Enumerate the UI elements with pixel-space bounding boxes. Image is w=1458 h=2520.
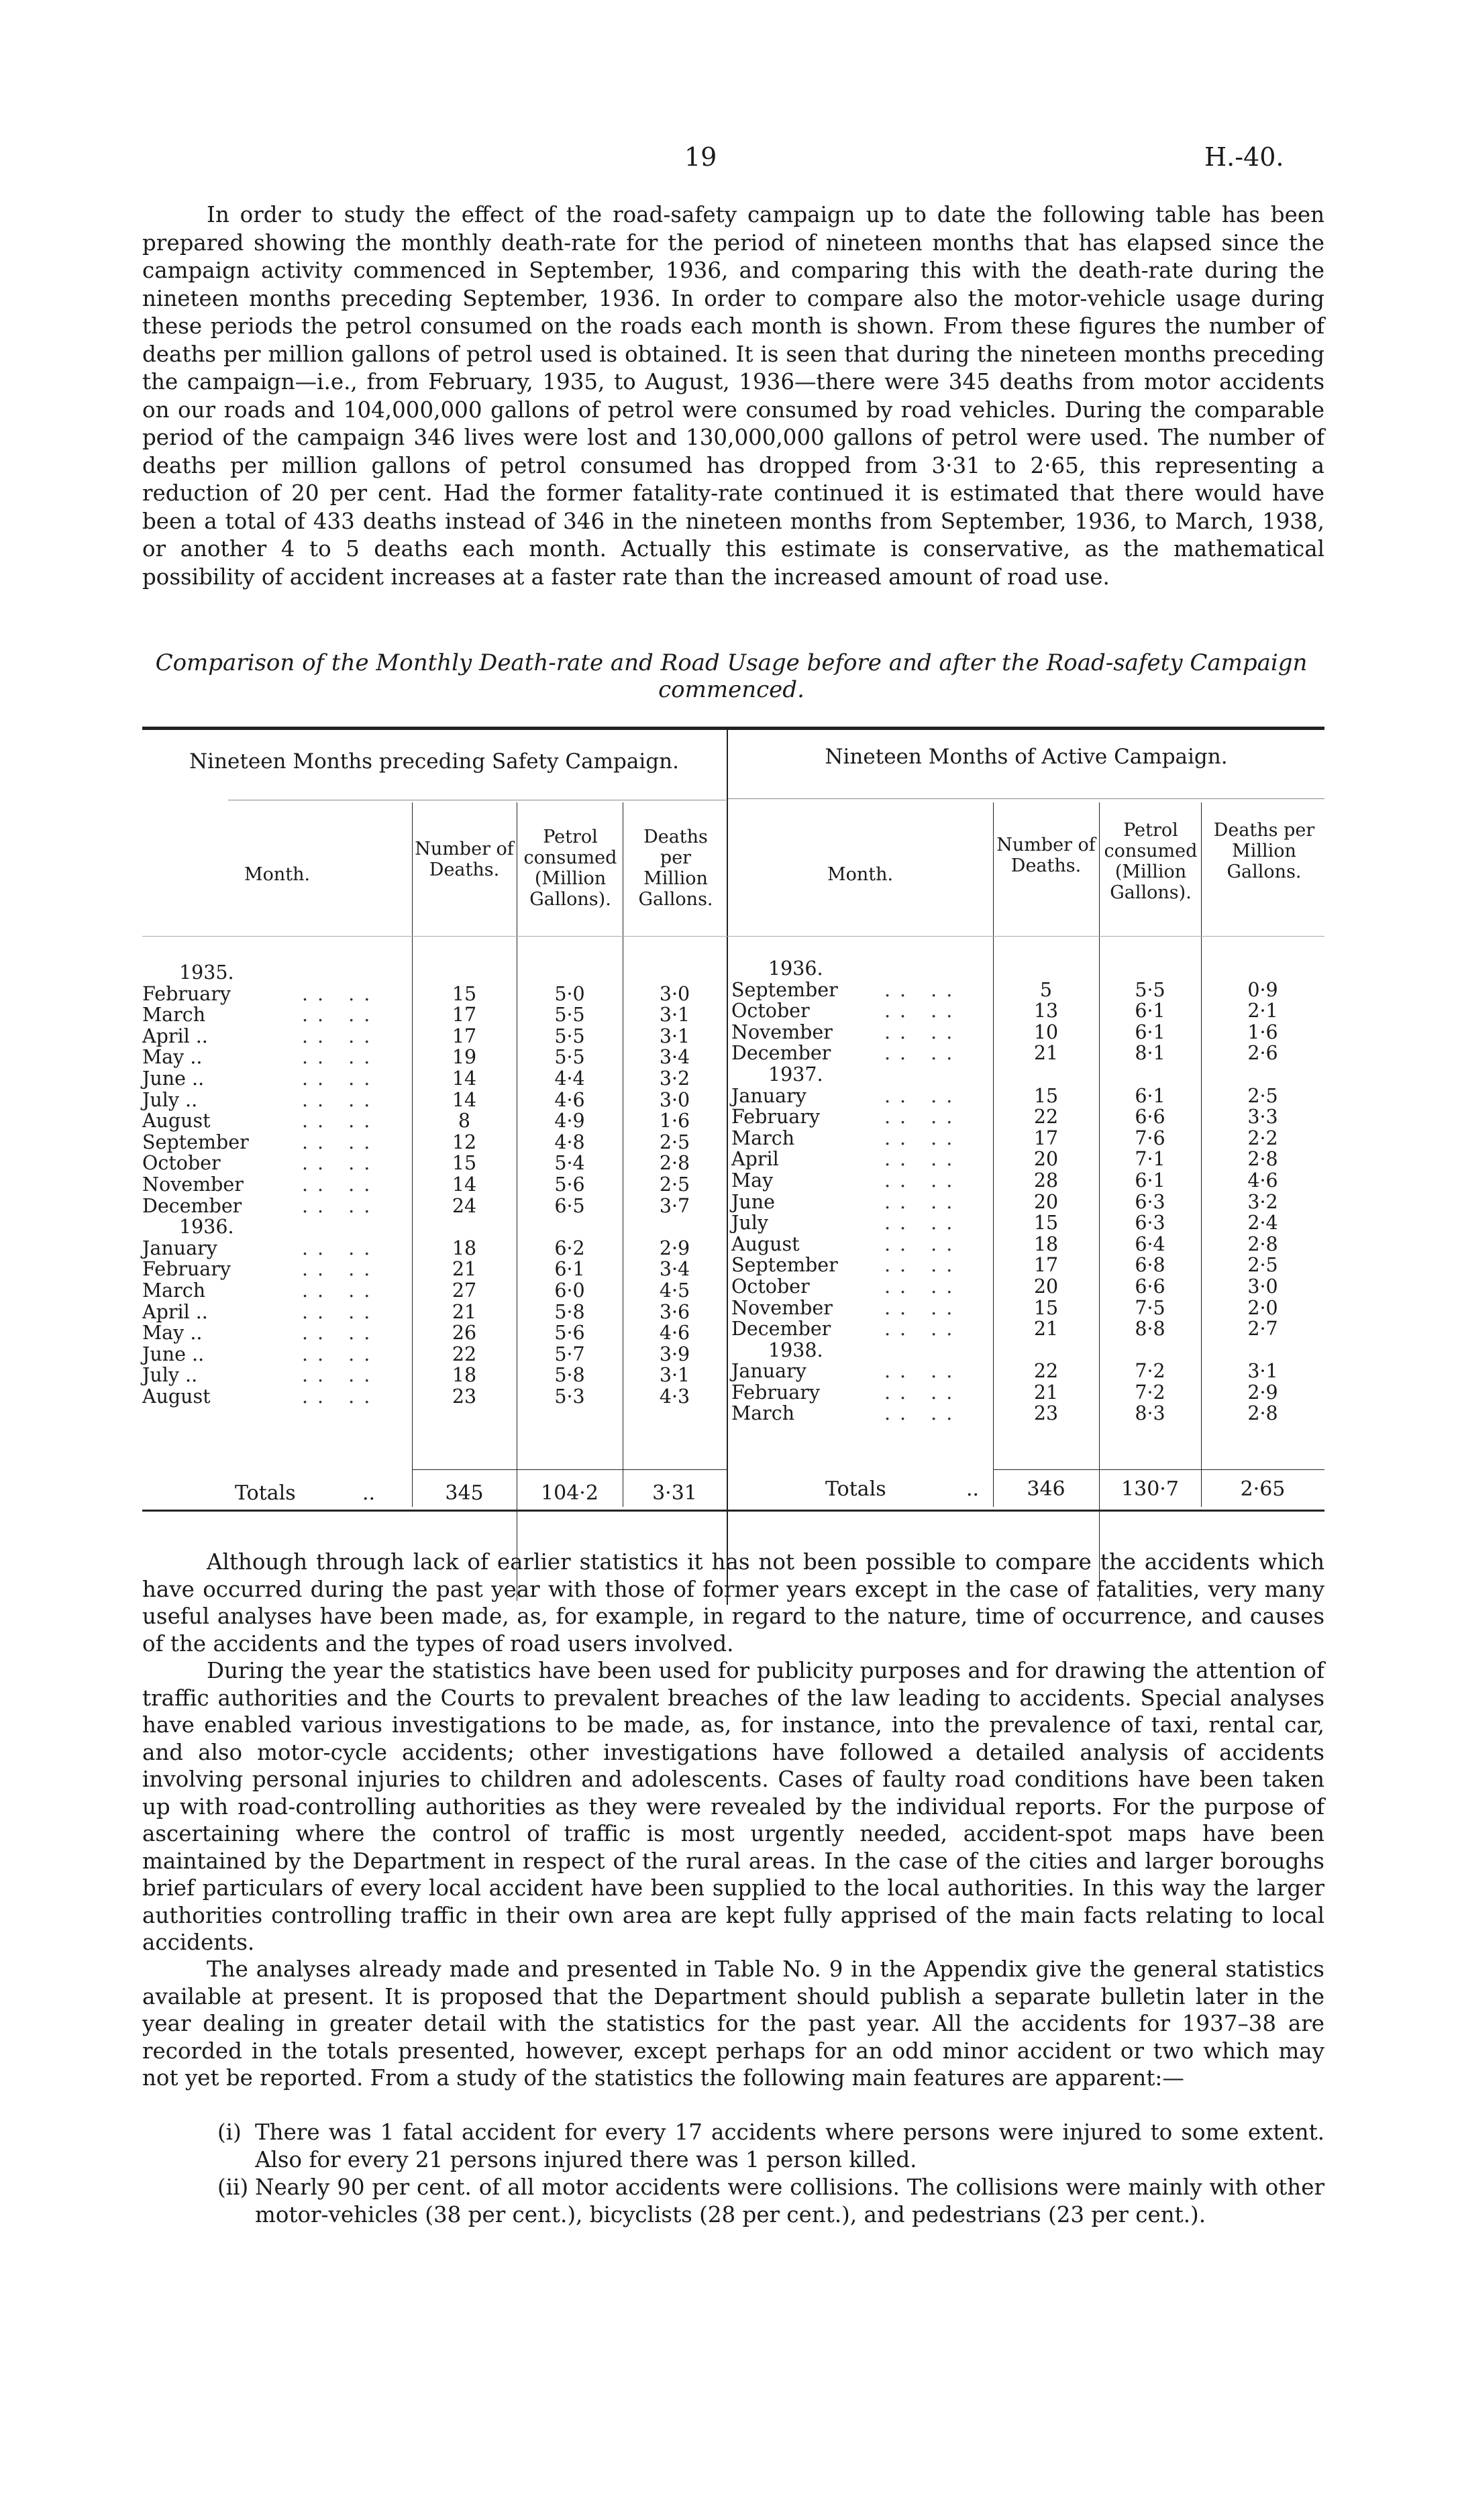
table-cell-deaths: 20 (1033, 1275, 1059, 1298)
leader-dots: .. .. (302, 1088, 380, 1111)
table-cell-rate: 2·7 (1247, 1318, 1278, 1341)
table-cell-deaths: 17 (452, 1025, 477, 1047)
right-header-deaths: Number of Deaths. (996, 835, 1096, 876)
table-cell-rate: 3·6 (659, 1300, 690, 1323)
table-cell-month: April .. (142, 1300, 208, 1323)
table-cell-rate (1201, 1340, 1324, 1361)
table-cell-rate: 4·6 (659, 1322, 690, 1345)
table-cell-month: March (731, 1126, 795, 1149)
table-cell-deaths: 21 (452, 1258, 477, 1281)
table-caption-line1: Comparison of the Monthly Death-rate and Road Usage before and after the Road-safety Campaign (155, 649, 1308, 676)
leader-dots: .. .. (884, 1169, 962, 1192)
table-cell-petrol: 6·1 (1135, 1000, 1165, 1022)
header-bottom-rule (142, 936, 1324, 937)
table-cell-month: April (731, 1148, 779, 1171)
table-caption (134, 649, 1329, 703)
table-cell-deaths: 21 (1033, 1381, 1059, 1404)
table-cell-deaths: 14 (452, 1173, 477, 1196)
table-cell-deaths: 14 (452, 1067, 477, 1090)
leader-dots: .. .. (302, 982, 380, 1005)
table-cell-deaths: 18 (452, 1237, 477, 1259)
table-cell-deaths: 8 (458, 1110, 471, 1133)
table-cell-petrol: 5·5 (1135, 978, 1165, 1001)
leader-dots: .. .. (884, 1000, 962, 1022)
document-reference: H.-40. (1204, 142, 1284, 172)
right-leader-dots (884, 958, 992, 1424)
list-item-text: There was 1 fatal accident for every 17 accidents where persons were injured to some extent. Also for every 21 persons injured there was 1 person killed. (255, 2119, 1324, 2172)
table-cell-petrol (517, 1216, 623, 1238)
table-cell-petrol: 6·5 (554, 1194, 585, 1217)
table-cell-deaths: 26 (452, 1322, 477, 1345)
table-cell-month: February (731, 1381, 821, 1404)
table-cell-rate (623, 1216, 727, 1238)
leader-dots: .. .. (884, 1296, 962, 1319)
leader-dots: .. .. (884, 1148, 962, 1171)
leader-dots: .. .. (302, 1173, 380, 1196)
table-cell-rate: 3·7 (659, 1194, 690, 1217)
table-cell-rate: 2·8 (659, 1152, 690, 1175)
leader-dots: .. .. (302, 1110, 380, 1133)
table-cell-petrol: 4·4 (554, 1067, 585, 1090)
leader-dots (302, 962, 409, 984)
table-cell-petrol (1099, 1340, 1201, 1361)
table-cell-deaths: 28 (1033, 1169, 1059, 1192)
table-cell-deaths: 18 (452, 1364, 477, 1387)
table-cell-month: December (142, 1194, 242, 1217)
left-month-column (142, 962, 317, 1407)
table-cell-month: July .. (142, 1088, 198, 1111)
list-item-label: (i) (217, 2119, 242, 2145)
table-cell-month: September (731, 1254, 838, 1277)
paragraph-statistics-intro: Although through lack of earlier statistics it has not been possible to compare the accidents which have occurred during the past year with those of former years except in the case of fatalities, very many useful analyses have been made, as, for example, in regard to the nature, time of occurrence, and causes of the accidents and the types of road users involved. (142, 1549, 1324, 1657)
list-item-text: Nearly 90 per cent. of all motor accidents were collisions. The collisions were mainly with other motor-vehicles (38 per cent.), bicyclists (28 per cent.), and pedestrians (23 per cent.). (255, 2174, 1324, 2227)
leader-dots: .. .. (884, 1275, 962, 1298)
table-cell-deaths (412, 1216, 517, 1238)
table-cell-petrol: 6·8 (1135, 1254, 1165, 1277)
table-cell-rate: 2·9 (1247, 1381, 1278, 1404)
table-cell-petrol (517, 962, 623, 984)
right-deaths-column (993, 958, 1099, 1424)
left-petrol-column (517, 962, 623, 1407)
right-header-petrol: Petrol consumed (Million Gallons). (1104, 820, 1198, 903)
right-totals-label: Totals (825, 1477, 886, 1501)
table-cell-petrol: 6·1 (1135, 1169, 1165, 1192)
table-cell-month: July (731, 1212, 768, 1235)
left-header-rate: Deaths per Million Gallons. (638, 827, 713, 910)
table-cell-deaths: 5 (1039, 978, 1053, 1001)
leader-dots: .. .. (884, 1212, 962, 1235)
table-cell-month: March (142, 1279, 206, 1302)
table-cell-month: September (142, 1131, 249, 1153)
left-total-deaths: 345 (445, 1481, 484, 1505)
table-cell-petrol: 5·5 (554, 1025, 585, 1047)
table-cell-deaths: 27 (452, 1279, 477, 1302)
table-cell-petrol: 6·1 (1135, 1020, 1165, 1043)
table-cell-month: October (731, 1000, 810, 1022)
table-cell-rate: 2·8 (1247, 1402, 1278, 1425)
leader-dots: .. .. (302, 1343, 380, 1365)
table-cell-petrol: 6·1 (1135, 1084, 1165, 1107)
left-rate-column (623, 962, 727, 1407)
leader-dots: .. .. (884, 1020, 962, 1043)
table-cell-rate: 3·1 (659, 1004, 690, 1027)
table-cell-petrol: 7·2 (1135, 1381, 1165, 1404)
leader-dots: .. .. (302, 1258, 380, 1281)
table-cell-petrol: 5·6 (554, 1322, 585, 1345)
table-cell-month: August (142, 1110, 211, 1133)
table-cell-rate: 3·2 (659, 1067, 690, 1090)
right-totals-dots: .. (966, 1477, 980, 1501)
left-totals-label: Totals (235, 1481, 296, 1505)
table-cell-deaths: 23 (1033, 1402, 1059, 1425)
leader-dots: .. .. (302, 1025, 380, 1047)
table-cell-petrol: 8·1 (1135, 1042, 1165, 1065)
table-cell-petrol: 4·6 (554, 1088, 585, 1111)
table-cell-deaths (993, 958, 1099, 980)
table-cell-petrol: 5·6 (554, 1173, 585, 1196)
table-cell-deaths: 17 (1033, 1254, 1059, 1277)
right-petrol-column (1099, 958, 1201, 1424)
leader-dots (884, 958, 992, 980)
table-cell-deaths: 21 (1033, 1042, 1059, 1065)
paragraph-publicity: During the year the statistics have been used for publicity purposes and for drawing the attention of traffic authorities and the Courts to prevalent breaches of the law leading to accidents. Special analyses have enabled various investigations to be made, as, for instance, into the prevalence of taxi, rental car, and also motor-cycle accidents; other investigations have followed a detailed analysis of accidents involving personal injuries to children and adolescents. Cases of faulty road conditions have been taken up with road-controlling authorities as they were revealed by the individual reports. For the purpose of ascertaining where the control of traffic is most urgently needed, accident-spot maps have been maintained by the Department in respect of the rural areas. In the case of the cities and larger boroughs brief particulars of every local accident have been supplied to the local authorities. In this way the larger authorities controlling traffic in their own area are kept fully apprised of the main facts relating to local accidents. (142, 1658, 1324, 1955)
leader-dots: .. .. (302, 1067, 380, 1090)
table-cell-petrol: 5·8 (554, 1364, 585, 1387)
leader-dots: .. .. (884, 1106, 962, 1128)
table-cell-deaths: 15 (1033, 1296, 1059, 1319)
table-cell-deaths: 22 (1033, 1360, 1059, 1383)
table-cell-deaths: 10 (1033, 1020, 1059, 1043)
table-cell-deaths: 22 (452, 1343, 477, 1365)
leader-dots: .. .. (884, 1360, 962, 1383)
table-cell-month: August (142, 1385, 211, 1408)
left-totals-dots: .. (362, 1481, 376, 1505)
table-cell-rate: 3·0 (659, 1088, 690, 1111)
table-cell-month: November (731, 1296, 833, 1319)
table-cell-deaths: 15 (1033, 1084, 1059, 1107)
left-group-title: Nineteen Months preceding Safety Campaign. (189, 749, 679, 774)
table-cell-month: October (731, 1275, 810, 1298)
table-cell-deaths: 22 (1033, 1106, 1059, 1128)
table-cell-petrol: 5·3 (554, 1385, 585, 1408)
table-cell-petrol: 5·8 (554, 1300, 585, 1323)
right-group-title: Nineteen Months of Active Campaign. (825, 745, 1228, 769)
table-cell-month: January (142, 1237, 217, 1259)
leader-dots: .. .. (884, 1254, 962, 1277)
leader-dots: .. .. (884, 1084, 962, 1107)
leader-dots: .. .. (302, 1385, 380, 1408)
list-item (217, 2174, 1324, 2228)
left-header-petrol: Petrol consumed (Million Gallons). (523, 827, 617, 910)
leader-dots: .. .. (884, 978, 962, 1001)
right-group-rule (728, 798, 1324, 799)
table-cell-month: March (731, 1402, 795, 1425)
table-cell-month: June .. (142, 1343, 205, 1365)
leader-dots (884, 1064, 992, 1086)
leader-dots: .. .. (884, 1190, 962, 1213)
table-cell-deaths: 21 (452, 1300, 477, 1323)
table-cell-deaths: 19 (452, 1046, 477, 1069)
table-cell-rate: 3·0 (1247, 1275, 1278, 1298)
left-leader-dots (302, 962, 409, 1407)
table-cell-rate: 3·0 (659, 982, 690, 1005)
table-cell-petrol: 6·3 (1135, 1190, 1165, 1213)
table-cell-rate: 2·9 (659, 1237, 690, 1259)
table-cell-petrol: 8·8 (1135, 1318, 1165, 1341)
table-cell-month: November (731, 1020, 833, 1043)
table-cell-petrol: 5·4 (554, 1152, 585, 1175)
right-total-petrol: 130·7 (1121, 1477, 1179, 1501)
table-cell-petrol: 7·1 (1135, 1148, 1165, 1171)
leader-dots: .. .. (302, 1131, 380, 1153)
leader-dots: .. .. (302, 1152, 380, 1175)
table-cell-rate (1201, 958, 1324, 980)
leader-dots: .. .. (884, 1318, 962, 1341)
table-cell-rate: 2·1 (1247, 1000, 1278, 1022)
table-cell-deaths: 20 (1033, 1190, 1059, 1213)
table-cell-petrol: 5·5 (554, 1046, 585, 1069)
table-cell-month: February (142, 982, 231, 1005)
table-cell-rate: 3·2 (1247, 1190, 1278, 1213)
table-cell-petrol: 6·0 (554, 1279, 585, 1302)
leader-dots (884, 1340, 992, 1361)
table-cell-rate: 2·5 (659, 1131, 690, 1153)
table-cell-month: January (731, 1084, 806, 1107)
table-cell-rate: 4·3 (659, 1385, 690, 1408)
table-cell-month: April .. (142, 1025, 208, 1047)
table-cell-petrol: 7·5 (1135, 1296, 1165, 1319)
table-cell-rate: 2·4 (1247, 1212, 1278, 1235)
table-cell-petrol: 5·5 (554, 1004, 585, 1027)
leader-dots: .. .. (302, 1046, 380, 1069)
left-header-month: Month. (244, 864, 311, 885)
table-cell-petrol: 4·9 (554, 1110, 585, 1133)
table-cell-rate: 3·3 (1247, 1106, 1278, 1128)
table-cell-rate: 2·0 (1247, 1296, 1278, 1319)
page-number: 19 (684, 142, 717, 172)
table-cell-rate: 3·1 (659, 1364, 690, 1387)
table-cell-rate: 2·8 (1247, 1148, 1278, 1171)
paragraph-analyses: The analyses already made and presented in Table No. 9 in the Appendix give the general statistics available at present. It is proposed that the Department should publish a separate bulletin later in the year dealing in greater detail with the statistics for the past year. All the accidents for 1937–38 are recorded in the totals presented, however, except perhaps for an odd minor accident or two which may not yet be reported. From a study of the statistics the following main features are apparent:— (142, 1956, 1324, 2091)
table-caption-line2: commenced. (658, 676, 804, 703)
table-cell-month: May .. (142, 1322, 203, 1345)
table-cell-rate (623, 962, 727, 984)
table-cell-petrol: 7·2 (1135, 1360, 1165, 1383)
table-cell-petrol: 8·3 (1135, 1402, 1165, 1425)
leader-dots: .. .. (302, 1237, 380, 1259)
table-cell-rate: 3·1 (1247, 1360, 1278, 1383)
table-cell-deaths (412, 962, 517, 984)
right-total-rate: 2·65 (1240, 1477, 1286, 1501)
table-cell-petrol: 6·2 (554, 1237, 585, 1259)
table-cell-month: 1937. (768, 1063, 823, 1086)
table-cell-petrol: 7·6 (1135, 1126, 1165, 1149)
table-cell-petrol: 5·0 (554, 982, 585, 1005)
table-cell-rate: 1·6 (659, 1110, 690, 1133)
left-total-rate: 3·31 (652, 1481, 697, 1505)
right-rate-column (1201, 958, 1324, 1424)
left-deaths-column (412, 962, 517, 1407)
table-cell-month: June .. (142, 1067, 205, 1090)
table-cell-rate: 3·4 (659, 1046, 690, 1069)
leader-dots: .. .. (884, 1402, 962, 1425)
table-cell-month: 1936. (768, 957, 823, 980)
leader-dots: .. .. (884, 1232, 962, 1255)
table-cell-deaths: 17 (1033, 1126, 1059, 1149)
right-totals-rule (993, 1469, 1324, 1470)
table-cell-month: 1938. (768, 1338, 823, 1361)
leader-dots: .. .. (302, 1322, 380, 1345)
leader-dots: .. .. (302, 1279, 380, 1302)
table-cell-rate: 2·8 (1247, 1232, 1278, 1255)
table-cell-month: February (142, 1258, 231, 1281)
table-cell-month: September (731, 978, 838, 1001)
table-cell-rate: 2·5 (659, 1173, 690, 1196)
table-cell-deaths: 15 (1033, 1212, 1059, 1235)
table-cell-rate: 3·1 (659, 1025, 690, 1047)
table-cell-deaths: 21 (1033, 1318, 1059, 1341)
list-item-label: (ii) (217, 2174, 249, 2200)
table-cell-month: May .. (142, 1046, 203, 1069)
table-cell-petrol: 6·1 (554, 1258, 585, 1281)
table-cell-rate: 0·9 (1247, 978, 1278, 1001)
table-cell-deaths (993, 1340, 1099, 1361)
table-cell-deaths: 23 (452, 1385, 477, 1408)
leader-dots: .. .. (302, 1194, 380, 1217)
table-cell-rate: 2·2 (1247, 1126, 1278, 1149)
leader-dots: .. .. (884, 1381, 962, 1404)
table-cell-deaths: 15 (452, 982, 477, 1005)
table-cell-month: November (142, 1173, 244, 1196)
table-cell-rate: 2·6 (1247, 1042, 1278, 1065)
table-cell-month: February (731, 1106, 821, 1128)
table-top-rule-thin (142, 729, 1324, 730)
right-total-deaths: 346 (1027, 1477, 1065, 1501)
leader-dots: .. .. (302, 1364, 380, 1387)
table-cell-rate: 2·5 (1247, 1254, 1278, 1277)
table-cell-month: October (142, 1152, 221, 1175)
left-total-petrol: 104·2 (541, 1481, 598, 1505)
table-cell-rate: 3·4 (659, 1258, 690, 1281)
table-cell-month: December (731, 1318, 831, 1341)
left-totals-rule (412, 1469, 727, 1470)
table-cell-month: July .. (142, 1364, 198, 1387)
right-month-column (731, 958, 899, 1424)
table-cell-petrol: 6·4 (1135, 1232, 1165, 1255)
table-cell-month: August (731, 1232, 800, 1255)
leader-dots: .. .. (302, 1300, 380, 1323)
table-cell-deaths: 14 (452, 1088, 477, 1111)
table-cell-deaths: 20 (1033, 1148, 1059, 1171)
table-cell-deaths (993, 1064, 1099, 1086)
table-cell-month: 1935. (179, 961, 234, 984)
leader-dots (302, 1216, 409, 1238)
table-bottom-rule (142, 1510, 1324, 1512)
table-cell-month: March (142, 1004, 206, 1027)
table-cell-petrol: 6·6 (1135, 1106, 1165, 1128)
table-cell-deaths: 13 (1033, 1000, 1059, 1022)
table-cell-petrol: 6·3 (1135, 1212, 1165, 1235)
table-cell-rate: 2·5 (1247, 1084, 1278, 1107)
right-header-month: Month. (827, 864, 894, 885)
right-header-rate: Deaths per Million Gallons. (1213, 820, 1315, 882)
table-center-divider (727, 729, 728, 1605)
table-cell-petrol: 5·7 (554, 1343, 585, 1365)
table-cell-rate: 1·6 (1247, 1020, 1278, 1043)
table-cell-month: 1936. (179, 1216, 234, 1239)
table-cell-deaths: 18 (1033, 1232, 1059, 1255)
table-cell-rate: 4·6 (1247, 1169, 1278, 1192)
table-cell-deaths: 24 (452, 1194, 477, 1217)
table-cell-petrol: 6·6 (1135, 1275, 1165, 1298)
left-header-deaths: Number of Deaths. (415, 839, 514, 880)
intro-paragraph: In order to study the effect of the road-safety campaign up to date the following table has been prepared showing the monthly death-rate for the period of nineteen months that has elapsed since the campaign activity commenced in September, 1936, and comparing this with the death-rate during the nineteen months preceding September, 1936. In order to compare also the motor-vehicle usage during these periods the petrol consumed on the roads each month is shown. From these figures the number of deaths per million gallons of petrol used is obtained. It is seen that during the nineteen months preceding the campaign—i.e., from February, 1935, to August, 1936—there were 345 deaths from motor accidents on our roads and 104,000,000 gallons of petrol were consumed by road vehicles. During the comparable period of the campaign 346 lives were lost and 130,000,000 gallons of petrol were used. The number of deaths per million gallons of petrol consumed has dropped from 3·31 to 2·65, this representing a reduction of 20 per cent. Had the former fatality-rate continued it is estimated that there would have been a total of 433 deaths instead of 346 in the nineteen months from September, 1936, to March, 1938, or another 4 to 5 deaths each month. Actually this estimate is conservative, as the mathematical possibility of accident increases at a faster rate than the increased amount of road use. (142, 202, 1324, 590)
leader-dots: .. .. (884, 1042, 962, 1065)
table-cell-deaths: 12 (452, 1131, 477, 1153)
table-cell-petrol (1099, 958, 1201, 980)
leader-dots: .. .. (884, 1126, 962, 1149)
table-cell-petrol: 4·8 (554, 1131, 585, 1153)
leader-dots: .. .. (302, 1004, 380, 1027)
table-cell-deaths: 17 (452, 1004, 477, 1027)
table-cell-deaths: 15 (452, 1152, 477, 1175)
table-cell-rate: 3·9 (659, 1343, 690, 1365)
table-cell-month: December (731, 1042, 831, 1065)
table-cell-month: January (731, 1360, 806, 1383)
table-cell-month: May (731, 1169, 774, 1192)
table-cell-petrol (1099, 1064, 1201, 1086)
table-cell-rate: 4·5 (659, 1279, 690, 1302)
table-cell-month: June (731, 1190, 776, 1213)
table-cell-rate (1201, 1064, 1324, 1086)
list-item (217, 2119, 1324, 2173)
